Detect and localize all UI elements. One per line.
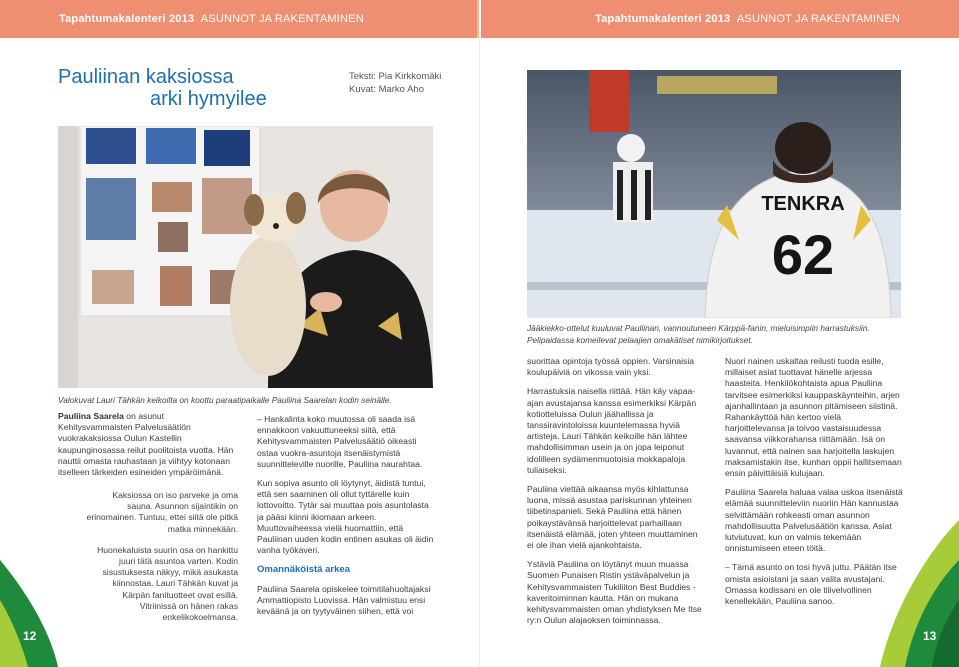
c4-paragraph-2: Pauliina Saarela haluaa valaa uskoa itsenäistä elämää suunnitteleviin nuoriin Hän kannustaa selvittämään rohkeasti oman asunnon mahdollisuutta Palvelusäätiön kanssa. Asiat lutviutuvat, kun on valmis tekemään onnistumiseen eteen töitä.: [725, 487, 903, 554]
jersey-number: 62: [771, 223, 835, 286]
jersey-name: TENKRA: [761, 193, 845, 215]
c3-paragraph-1: suorittaa opintoja työssä oppien. Varsinaisia koulupäiviä on vikossa vain yksi.: [527, 356, 695, 378]
quote-paragraph-2: Huonekaluista suurin osa on hankittu juuri tätä asuntoa varten. Kodin sisustuksesta näkyy, mikä asukasta kiinnostaa. Lauri Tähkän kuvat ja Kärpän fanituotteet ovat esillä. Vitriinissä on hänen rakas enkelikokoelmansa.: [97, 544, 238, 623]
header-left-bold: Tapahtumakalenteri 2013: [59, 13, 195, 25]
header-right-section: ASUNNOT JA RAKENTAMINEN: [736, 13, 900, 25]
quote-paragraph-1: Kaksiossa on iso parveke ja oma sauna. Asunnon sijaintikin on erinomainen. Tuntuu, ettei siitä ole pitkä matka minnekään.: [86, 490, 238, 534]
article-title: [58, 66, 267, 110]
text-column-3: [527, 356, 705, 634]
dog-body: [230, 236, 306, 376]
credit-text-author: Teksti: Pia Kirkkomäki: [349, 71, 442, 82]
c3-paragraph-3: Pauliina viettää aikaansa myös kihlattunsa luona, missä asustaa pariskunnan yhteinen tiibetinspanieli. Sekä Pauliina että hänen poikaystävänsä harjoittelevat parhaillaan itsenäistä elämää, joten yhteen muuttaminen ei ole ihan vielä ajankohtaista.: [527, 484, 698, 551]
photo-hockey-fan: [527, 70, 901, 318]
title-line-1: Pauliinan kaksiossa: [58, 66, 234, 88]
c2-paragraph-3: Pauliina Saarela opiskelee toimitilahuoltajaksi Ammattiopisto Luovissa. Hän valmistuu ensi keväänä ja on tyytyväinen siihen, että voi: [257, 583, 431, 617]
c4-paragraph-3: – Tämä asunto on tosi hyvä juttu. Päätän itse omista asioistani ja saan valita avustajani. Omassa kodissani en ole tilivelvollinen kenellekään, Pauliina sanoo.: [725, 562, 897, 607]
c1-lead-name: Pauliina Saarela: [58, 411, 124, 421]
page-number-right: 13: [923, 629, 937, 643]
c3-paragraph-4: Ystäviä Pauliina on löytänyt muun muassa Suomen Punaisen Ristin ystäväpalvelun ja Kehitysvammaisten Tukiliiton Best Buddies -kaveritoiminnan kautta. Hän on mukana kehitysvammaisten oman yhdistyksen Me Itse ry:n Oulun alajaoksen toiminnassa.: [527, 559, 702, 626]
c2-paragraph-1: – Hankalinta koko muutossa oli saada isä ennakkoon vakuuttuneeksi siitä, että Kehitysvammaisten Palvelusäätiö oikeasti ostaa vuokra-asuntoja itsenäistymistä suunnitteleville nuorille, Pauliina naurahtaa.: [257, 414, 423, 469]
text-column-1: [58, 411, 238, 486]
photo2-caption-line-1: Jääkiekko-ottelut kuuluvat Pauliinan, vannoutuneen Kärppä-fanin, mieluisimpiin harrastuksiin.: [527, 323, 870, 333]
pull-quote: [86, 490, 238, 633]
fan-head: [775, 122, 831, 174]
photo1-caption: Valokuvat Lauri Tähkän keikoilta on koottu paraatipaikalle Pauliina Saarelan kodin seinälle.: [58, 395, 392, 405]
page-number-left: 12: [23, 629, 37, 643]
text-column-4: [725, 356, 903, 615]
photo-woman-with-dog: [58, 126, 433, 388]
text-column-2: [257, 414, 437, 625]
header-left-section: ASUNNOT JA RAKENTAMINEN: [200, 13, 364, 25]
referee-head: [617, 134, 645, 162]
photo2-caption: [527, 322, 870, 346]
article-credits: [349, 70, 441, 96]
c1-text: on asunut Kehitysvammaisten Palvelusäätiön vuokrakaksiossa Oulun Kastellin kaupunginosassa reilut puolitoista vuotta. Hän nauttii omasta rauhastaan ja viihtyy kotonaan itselleen tärkeiden esineiden ympäröimänä.: [58, 411, 234, 478]
credit-photos-author: Kuvat: Marko Aho: [349, 84, 424, 95]
c4-paragraph-1: Nuori nainen uskaltaa reilusti tuoda esille, millaiset asiat tuottavat hänelle arjessa haasteita. Henkilökohtaista apua Pauliina tarvitsee esimerkiksi kauppaskäynteihin, arjen ajanhallintaan ja asunnon pitämiseen siistinä. Rahankäyttöä hän kertoo vielä harjoittelevansa ja toivoo vastaisuudessa saavansa viikkorahansa riittämään. Isä on luvannut, että nainen saa harjoitella laskujen maksamistakin itse, kunhan oppii hallitsemaan ensin päivittäisiä kulujaan.: [725, 356, 902, 479]
c3-paragraph-2: Harrastuksia naisella riittää. Hän käy vapaa-ajan avustajansa kanssa esimerkiksi Kärpän kotiotteluissa Oulun jäähallissa ja tanssiravintoloissa kuuntelemassa hyviä artisteja. Lauri Tähkän keikoille hän lähtee mahdollisimman usein ja on jopa leiponut idolilleen sydämenmuotoisia mokkapaloja tuliaiseksi.: [527, 386, 697, 475]
photo2-caption-line-2: Pelipaidassa komeilevat pelaajien omakätiset nimikirjoitukset.: [527, 335, 753, 345]
section-subheading: Omannäköistä arkea: [257, 564, 350, 576]
c1-paragraph-1: [58, 411, 238, 478]
title-line-2: arki hymyilee: [150, 88, 267, 110]
header-right-bold: Tapahtumakalenteri 2013: [595, 13, 731, 25]
c2-paragraph-2: Kun sopiva asunto oli löytynyt, äidistä tuntui, että sen saaminen oli ollut tyttärelle kuin lottovoitto. Tytär sai muuttaa pois asuntolasta ja pääsi kiinni ikiomaan arkeen. Muuttovaiheessa vielä huomattiin, että Pauliinan uuden kodin entinen asukas oli äidin vanha työkaveri.: [257, 478, 434, 556]
